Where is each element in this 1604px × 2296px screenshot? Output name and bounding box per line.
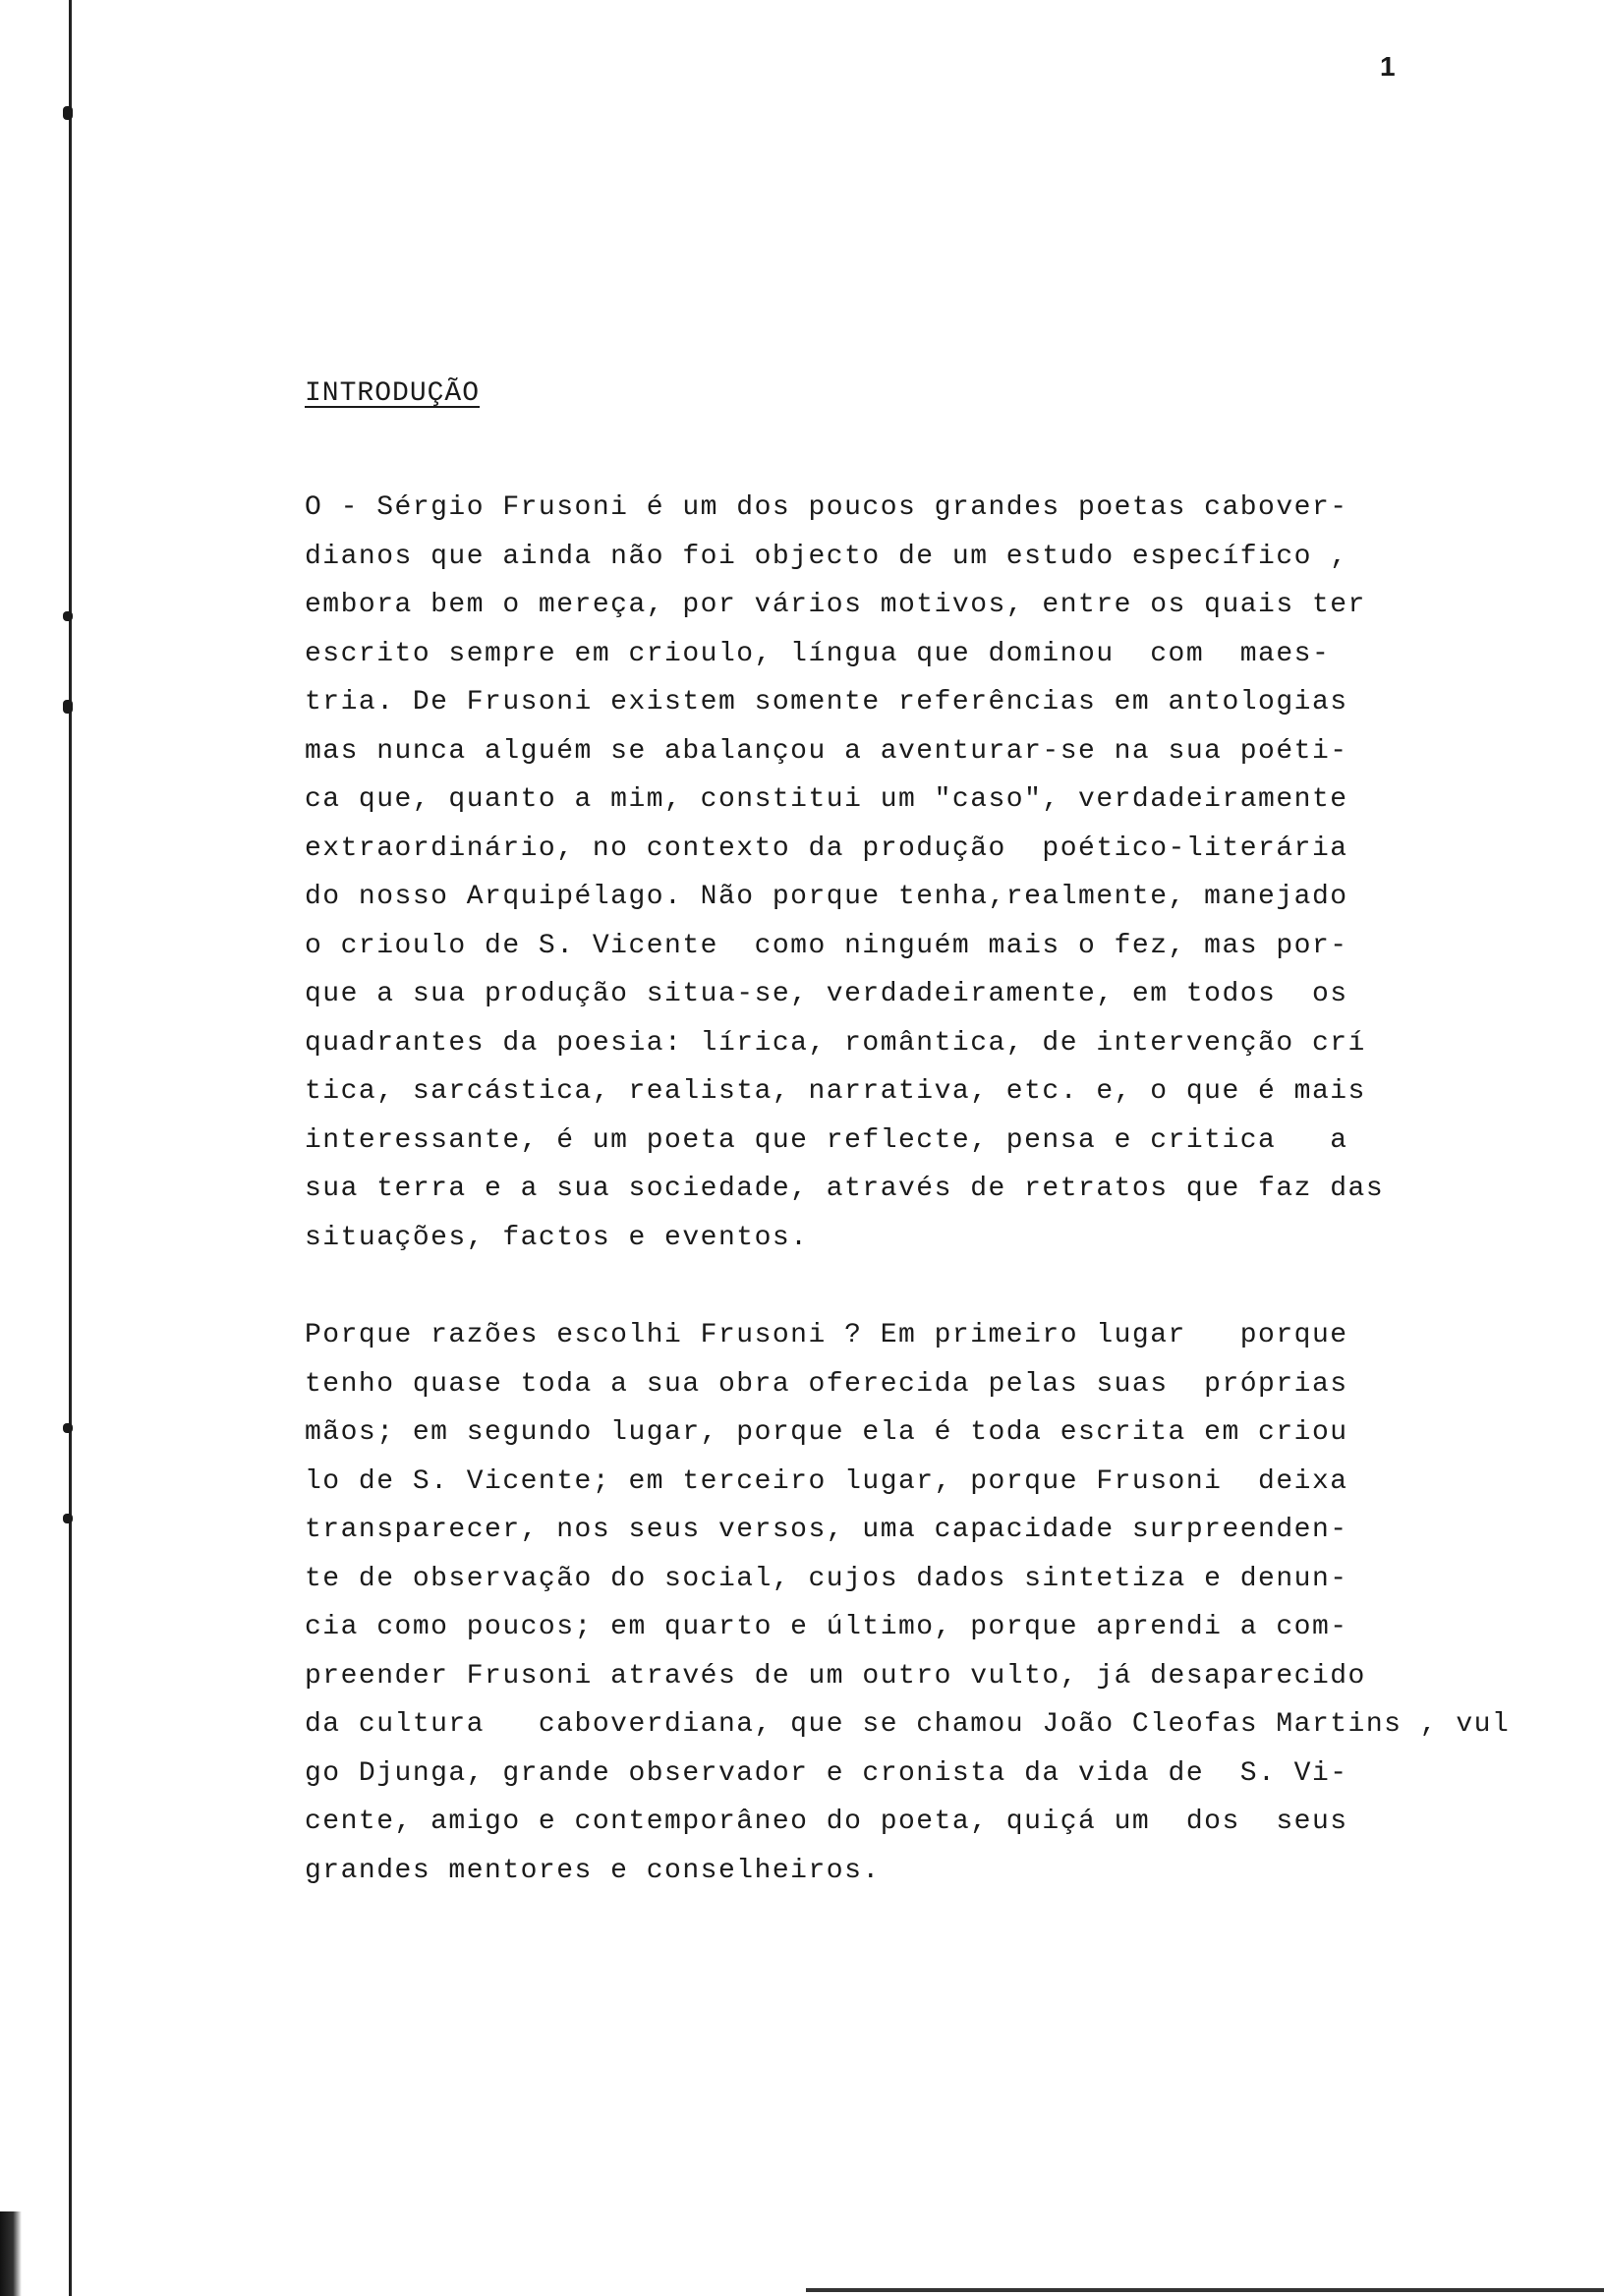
- text-line: da cultura caboverdiana, que se chamou João Cleofas Martins , vul: [305, 1709, 1511, 1740]
- section-title: INTRODUÇÃO: [305, 378, 481, 409]
- text-line: transparecer, nos seus versos, uma capacidade surpreenden-: [305, 1515, 1348, 1545]
- text-line: lo de S. Vicente; em terceiro lugar, porque Frusoni deixa: [305, 1465, 1348, 1497]
- page-edge-left: [69, 0, 72, 2296]
- text-line: mãos; em segundo lugar, porque ela é toda escrita em criou: [305, 1417, 1348, 1448]
- text-line: O - Sérgio Frusoni é um dos poucos grandes poetas cabover-: [305, 492, 1348, 523]
- paragraph: [305, 484, 1445, 1262]
- text-line: te de observação do social, cujos dados sintetiza e denun-: [305, 1563, 1348, 1594]
- punch-hole-mark: [63, 106, 73, 120]
- punch-hole-mark: [63, 1514, 73, 1523]
- text-line: ca que, quanto a mim, constitui um "caso", verdadeiramente: [305, 784, 1348, 815]
- text-line: tria. De Frusoni existem somente referências em antologias: [305, 687, 1348, 718]
- text-line: interessante, é um poeta que reflecte, pensa e critica a: [305, 1124, 1348, 1156]
- text-line: Porque razões escolhi Frusoni ? Em primeiro lugar porque: [305, 1320, 1348, 1350]
- punch-hole-mark: [63, 611, 73, 621]
- text-line: escrito sempre em crioulo, língua que dominou com maes-: [305, 638, 1331, 669]
- paragraph: [305, 1311, 1511, 1895]
- text-line: cente, amigo e contemporâneo do poeta, quiçá um dos seus: [305, 1807, 1348, 1837]
- punch-hole-mark: [63, 1423, 73, 1433]
- punch-hole-mark: [63, 700, 73, 714]
- page-edge-bottom: [806, 2288, 1604, 2292]
- text-line: que a sua produção situa-se, verdadeiramente, em todos os: [305, 979, 1348, 1009]
- text-line: quadrantes da poesia: lírica, romântica, de intervenção crí: [305, 1027, 1366, 1059]
- text-line: dianos que ainda não foi objecto de um estudo específico ,: [305, 541, 1348, 572]
- text-line: mas nunca alguém se abalançou a aventurar-se na sua poéti-: [305, 735, 1348, 767]
- text-line: cia como poucos; em quarto e último, porque aprendi a com-: [305, 1612, 1348, 1642]
- page-number: 1: [1380, 51, 1396, 82]
- scan-corner-shadow: [0, 2211, 22, 2296]
- document-body: [305, 378, 1511, 1944]
- text-line: grandes mentores e conselheiros.: [305, 1855, 881, 1886]
- text-line: extraordinário, no contexto da produção poético-literária: [305, 832, 1348, 864]
- text-line: o crioulo de S. Vicente como ninguém mais o fez, mas por-: [305, 930, 1348, 961]
- text-line: embora bem o mereça, por vários motivos, entre os quais ter: [305, 590, 1366, 620]
- text-line: tenho quase toda a sua obra oferecida pelas suas próprias: [305, 1368, 1348, 1400]
- text-line: go Djunga, grande observador e cronista da vida de S. Vi-: [305, 1757, 1348, 1789]
- text-line: tica, sarcástica, realista, narrativa, etc. e, o que é mais: [305, 1076, 1366, 1107]
- text-line: do nosso Arquipélago. Não porque tenha,realmente, manejado: [305, 882, 1348, 912]
- text-line: preender Frusoni através de um outro vulto, já desaparecido: [305, 1660, 1366, 1692]
- text-line: sua terra e a sua sociedade, através de retratos que faz das: [305, 1174, 1385, 1204]
- text-line: situações, factos e eventos.: [305, 1222, 809, 1253]
